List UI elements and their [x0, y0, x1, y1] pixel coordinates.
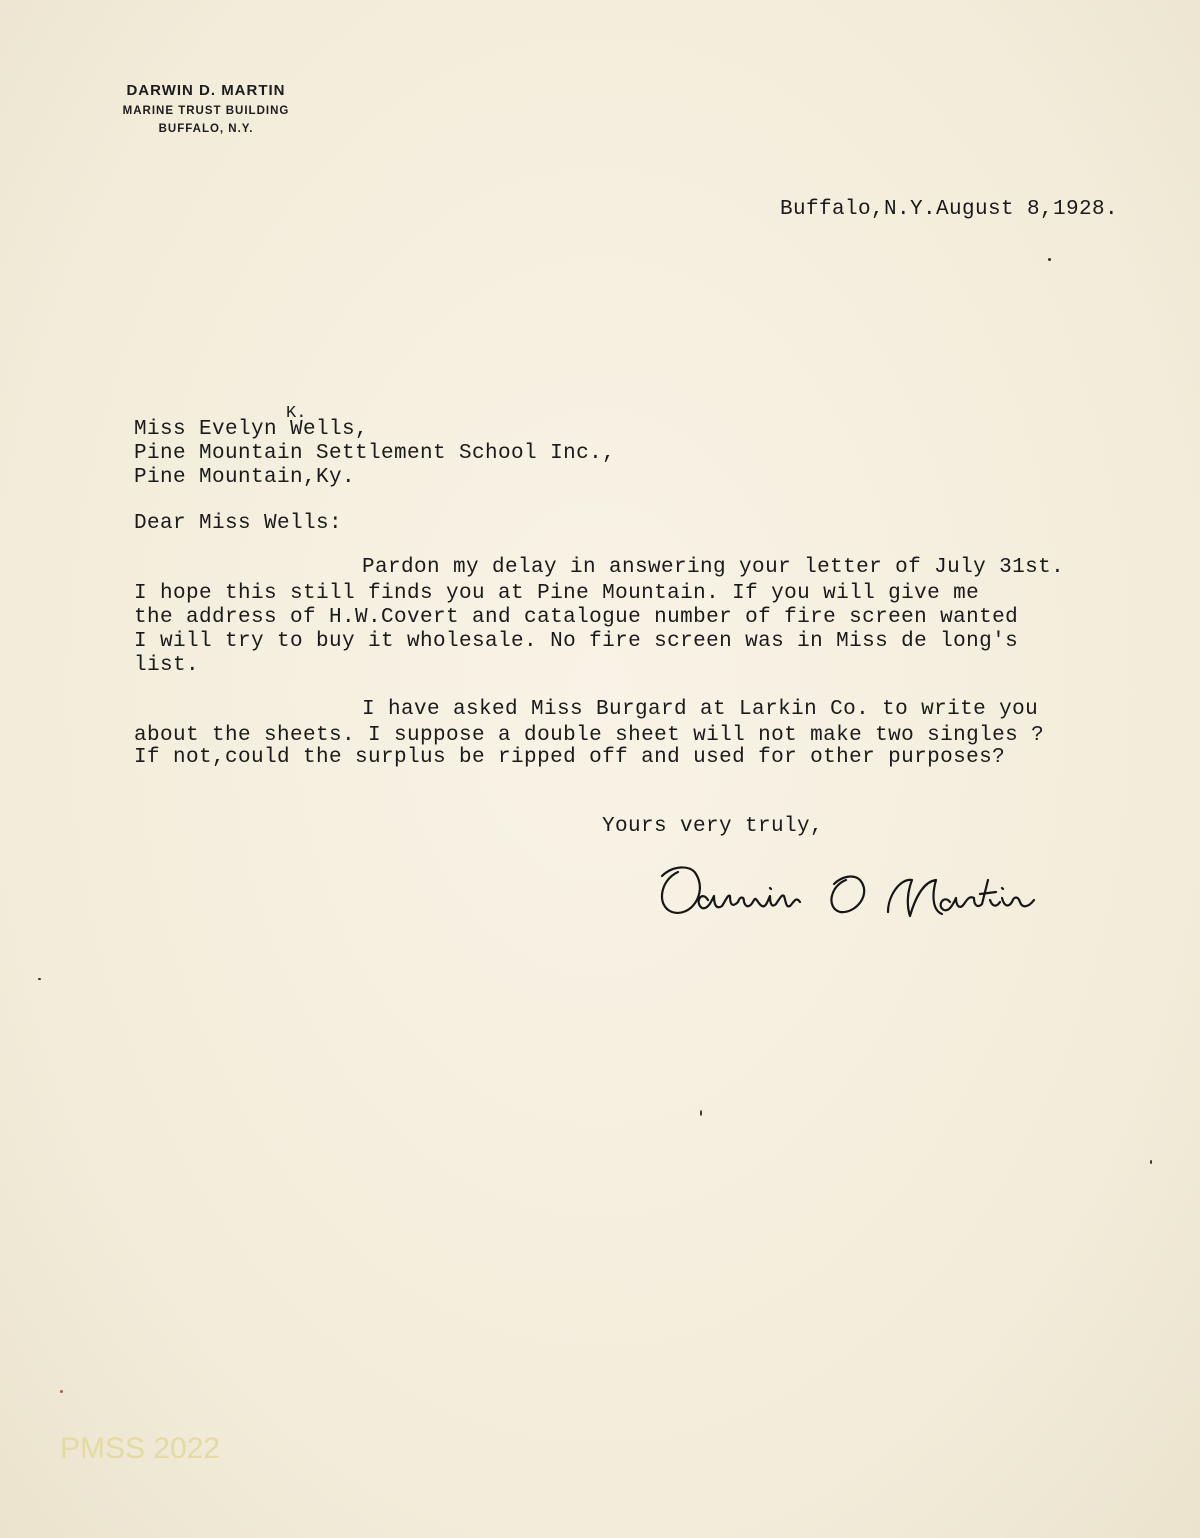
salutation: Dear Miss Wells: [134, 512, 343, 535]
paragraph2-line: about the sheets. I suppose a double sheet will not make two singles ? [134, 724, 1045, 747]
paragraph1-line: list. [134, 654, 200, 677]
handwritten-initial-insert: K. [286, 404, 307, 423]
paragraph1-line: I hope this still finds you at Pine Mountain. If you will give me [134, 582, 980, 605]
letterhead-name: DARWIN D. MARTIN [126, 82, 286, 99]
paper-speck [1150, 1160, 1152, 1164]
recipient-location: Pine Mountain,Ky. [134, 466, 356, 489]
handwritten-signature [650, 850, 1100, 930]
recipient-organization: Pine Mountain Settlement School Inc., [134, 442, 616, 465]
paragraph1-line: Pardon my delay in answering your letter of July 31st. [362, 556, 1065, 579]
paper-speck [1048, 258, 1051, 261]
archive-watermark: PMSS 2022 [60, 1432, 221, 1465]
paragraph1-line: I will try to buy it wholesale. No fire screen was in Miss de long's [134, 630, 1019, 653]
paragraph2-line: If not,could the surplus be ripped off and used for other purposes? [134, 746, 1006, 769]
letterhead-building: MARINE TRUST BUILDING [122, 105, 290, 117]
letterhead [96, 82, 316, 135]
paper-speck [700, 1110, 702, 1116]
letter-date: Buffalo,N.Y.August 8,1928. [780, 198, 1119, 221]
paper-speck [38, 978, 41, 980]
recipient-name: Miss Evelyn Wells, [134, 418, 369, 441]
closing: Yours very truly, [602, 815, 824, 838]
paper-speck [60, 1390, 63, 1393]
paragraph2-line: I have asked Miss Burgard at Larkin Co. to write you [362, 698, 1039, 721]
paragraph1-line: the address of H.W.Covert and catalogue number of fire screen wanted [134, 606, 1019, 629]
letterhead-city: BUFFALO, N.Y. [158, 123, 254, 135]
